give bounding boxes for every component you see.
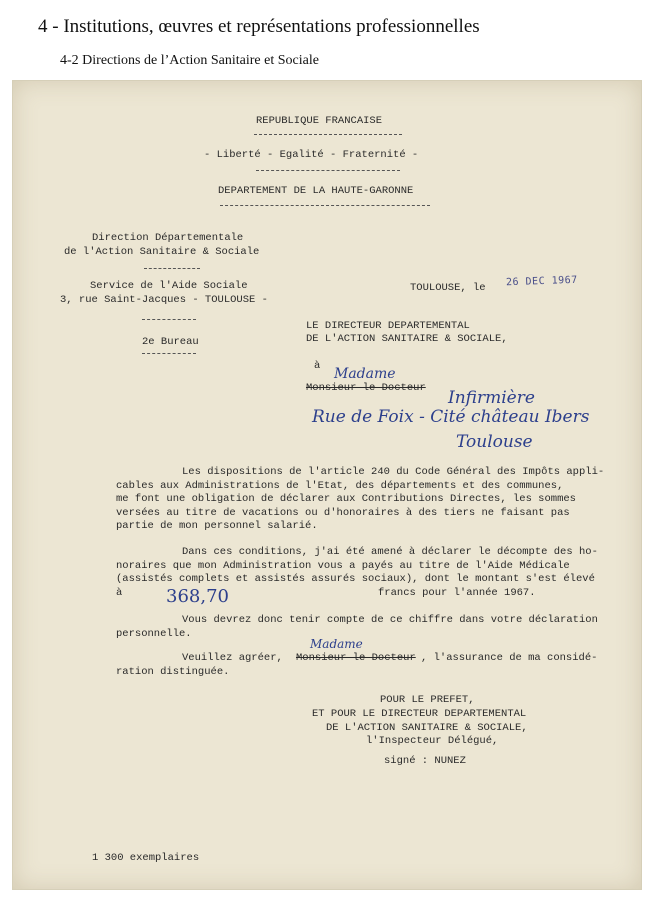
paragraph-line: Dans ces conditions, j'ai été amené à déclarer le décompte des ho- [182, 546, 598, 558]
paragraph-line: à [116, 587, 123, 599]
signature-line: DE L'ACTION SANITAIRE & SOCIALE, [326, 722, 528, 734]
divider [220, 205, 430, 206]
paragraph-line: (assistés complets et assistés assurés sociaux), dont le montant s'est élevé [116, 573, 595, 585]
divider [144, 268, 200, 269]
divider [256, 170, 400, 171]
closing-struck-title: Monsieur le Docteur [296, 652, 416, 664]
paragraph-line: me font une obligation de déclarer aux Contributions Directes, les sommes [116, 493, 576, 505]
recipient-profession: Infirmière [448, 388, 535, 408]
sender-line: 3, rue Saint-Jacques - TOULOUSE - [60, 294, 268, 306]
paragraph-line: personnelle. [116, 628, 192, 640]
paragraph-line: versées au titre de vacations ou d'honoraires à des tiers ne faisant pas [116, 507, 570, 519]
section-subtitle: 4-2 Directions de l’Action Sanitaire et Sociale [60, 53, 319, 68]
motto: - Liberté - Egalité - Fraternité - [204, 149, 419, 161]
paragraph-line: Vous devrez donc tenir compte de ce chiffre dans votre déclaration [182, 614, 598, 626]
divider [142, 319, 196, 320]
paragraph-line: francs pour l'année 1967. [378, 587, 536, 599]
recipient-handwritten-title: Madame [334, 366, 396, 382]
recipient-address: Rue de Foix - Cité château Ibers [312, 407, 590, 427]
place-date: TOULOUSE, le [410, 282, 486, 294]
divider [254, 134, 402, 135]
signature-line: ET POUR LE DIRECTEUR DEPARTEMENTAL [312, 708, 527, 720]
signature-line: POUR LE PREFET, [380, 694, 475, 706]
signature-line: signé : NUNEZ [384, 755, 466, 767]
copies-count: 1 300 exemplaires [92, 852, 200, 864]
recipient-city: Toulouse [456, 432, 533, 452]
closing-line: Veuillez agréer, [182, 652, 283, 664]
sender-line: Service de l'Aide Sociale [90, 280, 248, 292]
sender-line: 2e Bureau [142, 336, 199, 348]
divider [142, 353, 196, 354]
signature-line: l'Inspecteur Délégué, [366, 735, 499, 747]
date-stamp: 26 DEC 1967 [505, 274, 578, 289]
from-line: DE L'ACTION SANITAIRE & SOCIALE, [306, 333, 508, 345]
sender-line: de l'Action Sanitaire & Sociale [64, 246, 260, 258]
paragraph-line: cables aux Administrations de l'Etat, des départements et des communes, [116, 480, 564, 492]
from-line: LE DIRECTEUR DEPARTEMENTAL [306, 320, 470, 332]
recipient-struck-title: Monsieur le Docteur [306, 382, 426, 394]
closing-line: , l'assurance de ma considé- [421, 652, 598, 664]
closing-handwritten-title: Madame [310, 637, 363, 651]
section-title: 4 - Institutions, œuvres et représentations professionnelles [38, 16, 480, 37]
paragraph-line: partie de mon personnel salarié. [116, 520, 318, 532]
closing-line: ration distinguée. [116, 666, 230, 678]
republic-heading: REPUBLIQUE FRANCAISE [256, 115, 383, 127]
department-heading: DEPARTEMENT DE LA HAUTE-GARONNE [218, 185, 414, 197]
amount-handwritten: 368,70 [166, 586, 229, 607]
to-label: à [314, 360, 321, 372]
paragraph-line: Les dispositions de l'article 240 du Code Général des Impôts appli- [182, 466, 605, 478]
sender-line: Direction Départementale [92, 232, 244, 244]
paragraph-line: noraires que mon Administration vous a payés au titre de l'Aide Médicale [116, 560, 570, 572]
